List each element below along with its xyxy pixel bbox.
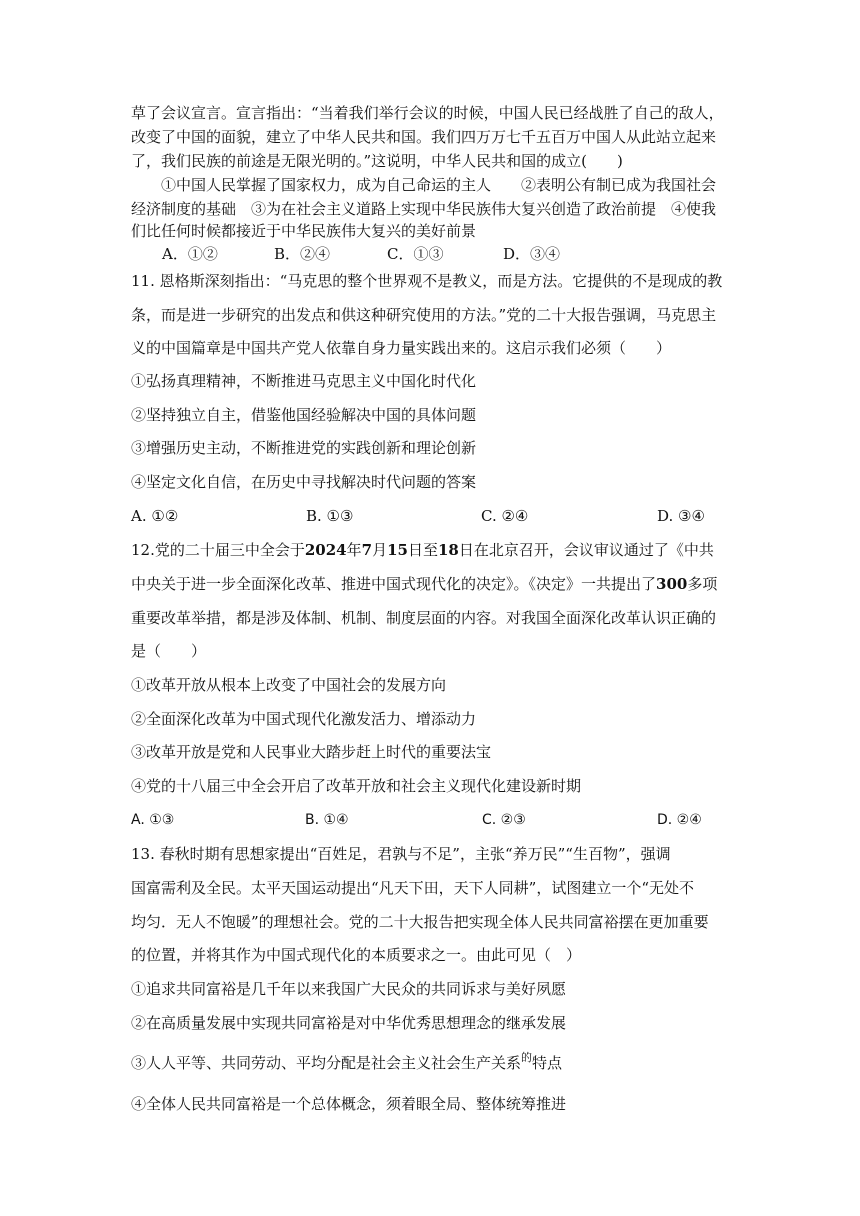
q13-stem-line: 13. 春秋时期有思想家提出“百姓足，君孰与不足”，主张“养万民”“生百物”，强调 [131, 845, 671, 863]
q12-options [131, 810, 741, 830]
q12-statement: ③改革开放是党和人民事业大踏步赶上时代的重要法宝 [131, 743, 492, 761]
q12-statement: ①改革开放从根本上改变了中国社会的发展方向 [131, 676, 447, 694]
q12-text: 12.党的二十届三中全会于 [131, 541, 305, 559]
q13-statement-text: ③人人平等、共同劳动、平均分配是社会主义社会生产关系 [131, 1054, 522, 1072]
q12-option-d: D. ②④ [657, 812, 702, 828]
q12-day-start: 15 [387, 541, 408, 559]
q11-option-b: B. ①③ [306, 507, 354, 525]
q11-option-c: C. ②④ [481, 507, 529, 525]
q13-statement [131, 1053, 741, 1075]
q12-stem-line [131, 574, 741, 594]
q13-statement-text: 特点 [532, 1054, 563, 1072]
q10-text-line: 草了会议宣言。宣言指出：“当着我们举行会议的时候，中国人民已经战胜了自己的敌人， [131, 104, 724, 122]
q13-stem-line: 的位置，并将其作为中国式现代化的本质要求之一。由此可见（ ） [131, 946, 582, 964]
q11-statement: ③增强历史主动，不断推进党的实践创新和理论创新 [131, 439, 477, 457]
q13-stem-line: 国富需利及全民。太平天国运动提出“凡天下田，天下人同耕”，试图建立一个“无处不 [131, 879, 695, 897]
q13-statement: ④全体人民共同富裕是一个总体概念，须着眼全局、整体统筹推进 [131, 1095, 567, 1113]
q11-options [131, 506, 741, 526]
q11-stem-line: 条，而是进一步研究的出发点和供这种研究使用的方法。”党的二十大报告强调，马克思主 [131, 306, 717, 324]
q10-option-a: A．①② [162, 245, 218, 263]
q12-number: 300 [656, 575, 688, 593]
q13-stem-line: 均匀．无人不饱暖”的理想社会。党的二十大报告把实现全体人民共同富裕摆在更加重要 [131, 913, 709, 931]
q12-option-c: C. ②③ [482, 812, 526, 828]
q12-statement: ④党的十八届三中全会开启了改革开放和社会主义现代化建设新时期 [131, 777, 582, 795]
q12-text: 中央关于进一步全面深化改革、推进中国式现代化的决定》。《决定》一共提出了 [131, 575, 657, 593]
q10-option-d: D．③④ [503, 245, 561, 263]
q12-stem-line: 重要改革举措，都是涉及体制、机制、制度层面的内容。对我国全面深化改革认识正确的 [131, 609, 717, 627]
q11-statement: ①弘扬真理精神，不断推进马克思主义中国化时代化 [131, 372, 477, 390]
q12-text: 年 [346, 541, 362, 559]
q10-text-line: 了，我们民族的前途是无限光明的。”这说明，中华人民共和国的成立( ) [131, 152, 623, 170]
q11-option-d: D. ③④ [657, 507, 705, 525]
q11-stem-line: 义的中国篇章是中国共产党人依靠自身力量实践出来的。这启示我们必须（ ） [131, 339, 672, 357]
q13-statement: ①追求共同富裕是几千年以来我国广大民众的共同诉求与美好夙愿 [131, 980, 567, 998]
q12-text: 多项 [687, 575, 718, 593]
q12-option-a: A. ①③ [131, 812, 175, 828]
q12-month: 7 [361, 541, 373, 559]
q10-text-line: 们比任何时候都接近于中华民族伟大复兴的美好前景 [131, 222, 477, 240]
q12-option-b: B. ①④ [305, 812, 349, 828]
q10-text-line: 改变了中国的面貌，建立了中华人民共和国。我们四万万七千五百万中国人从此站立起来 [131, 128, 717, 146]
q13-superscript: 的 [521, 1051, 533, 1064]
q10-option-c: C．①③ [387, 245, 444, 263]
q10-options [131, 244, 741, 264]
q10-text-line: ①中国人民掌握了国家权力，成为自己命运的主人 ②表明公有制已成为我国社会 [131, 176, 717, 194]
q11-option-a: A. ①② [131, 507, 179, 525]
q12-stem-line [131, 540, 741, 560]
q11-statement: ②坚持独立自主，借鉴他国经验解决中国的具体问题 [131, 406, 477, 424]
q12-stem-line: 是（ ） [131, 642, 207, 660]
q12-year: 2024 [304, 541, 347, 559]
q13-statement: ②在高质量发展中实现共同富裕是对中华优秀思想理念的继承发展 [131, 1014, 567, 1032]
q11-statement: ④坚定文化自信，在历史中寻找解决时代问题的答案 [131, 473, 477, 491]
q12-text: 月 [372, 541, 388, 559]
q12-text: 日在北京召开，会议审议通过了《中共 [458, 541, 714, 559]
q11-stem-line: 11. 恩格斯深刻指出：“马克思的整个世界观不是教义，而是方法。它提供的不是现成的教 [131, 272, 723, 290]
q12-text: 日至 [407, 541, 438, 559]
q12-statement: ②全面深化改革为中国式现代化激发活力、增添动力 [131, 710, 477, 728]
q10-option-b: B．②④ [274, 245, 331, 263]
q10-text-line: 经济制度的基础 ③为在社会主义道路上实现中华民族伟大复兴创造了政治前提 ④使我 [131, 200, 717, 218]
q12-day-end: 18 [437, 541, 459, 559]
